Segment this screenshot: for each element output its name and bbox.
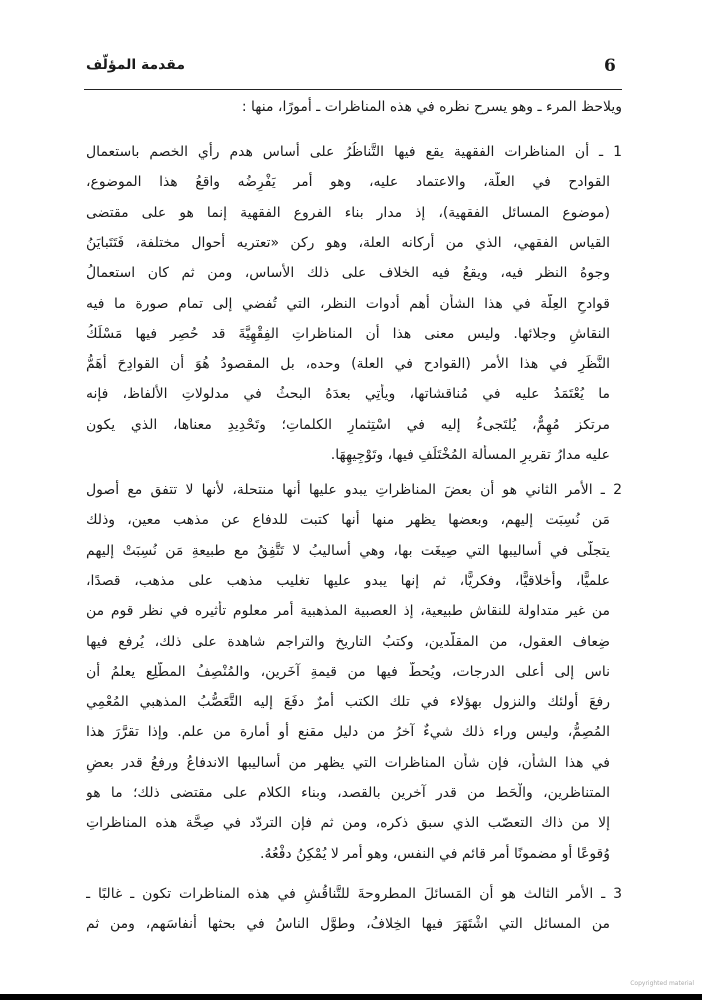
list-item-1-line: مرتكز مُهِمٌّ، يُلتَجىءُ إليه في اسْتِثمارِ الكلماتِ؛ وتَحْدِيدِ معناها، الذي يكون bbox=[86, 416, 610, 433]
list-item-2-line: وُقوعًا أو مضمونًا أمر قائم في النفس، وهو أمر لا يُمْكِنُ دفْعُهُ. bbox=[260, 845, 610, 862]
list-item-1-line: ما يُعْتَمَدُ عليه في مُناقشاتها، ويأتِي بعدَهُ البحثُ في مدلولاتِ الألفاظ، فإنه bbox=[86, 386, 610, 403]
list-item-2-line: يتجلّى في أساليبها التي صِيغَت بها، وهي أساليبُ لا تَتَّفِقُ مع طبيعةِ مَن نُسِبَتْ إليهم bbox=[86, 542, 610, 559]
list-item-1-line: وجوهُ النظر فيه، ويقعُ فيه الخلاف على ذلك الأساس، ومن ثم كان استعمالُ bbox=[86, 265, 610, 282]
list-item-2-line: من غير متداولة للنقاش طبيعية، إذ العصبية المذهبية أمر معلوم تأثيره في نظر قوم من bbox=[86, 603, 610, 620]
list-item-1-line: القياس الفقهي، الذي من أركانه العلة، وهو ركن «تعتريه أحوال مختلفة، فَتَتَبايَنُ bbox=[86, 234, 610, 251]
list-item-1-line: النقاشِ وجلائها. وليس معنى هذا أن المناظراتِ الفِقْهِيَّةَ قد حُصِر فيها مَسْلَكُ bbox=[86, 325, 610, 342]
list-item-2-line: علميًّا، وأخلاقيًّا، وفكريًّا، ثم إنها يبدو عليها تغليب مذهب على مذهب، قصدًا، bbox=[86, 572, 610, 589]
list-item-2-line: في هذا الشأن، فإن شأن المناظرات التي يظهر من أساليبها الاندفاعُ ورفعُ قدر بعضِ bbox=[86, 754, 610, 771]
list-item-3-first-line: 3 ـ الأمر الثالث هو أن المَسائلَ المطروحةَ للتَّناقُشِ في هذه المناظرات تكون ـ غالبًا ـ bbox=[86, 886, 622, 902]
list-item-2-line: المُصِمُّ، وليس وراء ذلك شيءٌ آخرُ من دليل مقنع أو أمارة من علم. وإذا تقرَّرَ هذا bbox=[86, 724, 610, 741]
list-item-2-line: ضِعاف العقول، من المقلّدين، وكتبُ التاريخ والتراجم شاهدة على ذلك، يُرفع فيها bbox=[86, 633, 610, 650]
bottom-border bbox=[0, 994, 702, 1000]
list-item-2-line: رفعَ أولئك والنزول بهؤلاء في تلك الكتب أمرٌ دفَعَ إليه التَّعَصُّبُ المذهبي المُعْمِي bbox=[86, 694, 610, 711]
list-item-2-first-line: 2 ـ الأمر الثاني هو أن بعضَ المناظراتِ يبدو عليها أنها منتحلة، لأنها لا تتفق مع أصول bbox=[86, 482, 622, 498]
page-number: 6 bbox=[604, 56, 616, 76]
list-item-3-line: من المسائل التي اشْتَهَرَ فيها الخِلافُ، وطوَّل الناسُ في بحثها أنفاسَهم، ومن ثم bbox=[86, 916, 610, 933]
intro-paragraph: ويلاحظ المرء ـ وهو يسرح نظره في هذه المناظرات ـ أمورًا، منها : bbox=[241, 99, 622, 115]
list-item-1-first-line: 1 ـ أن المناظرات الفقهية يقع فيها التَّناظُرُ على أساس هدم رأي الخصم باستعمال bbox=[86, 144, 622, 160]
list-item-2-line: المتناظرين، والْحَط من قدر آخرين بالقصد، وبناء الكلام على مقتضى ذلك؛ ما هو bbox=[86, 785, 610, 801]
copyright-watermark: Copyrighted material bbox=[630, 980, 694, 987]
list-item-2-line: إلا من ذاك التعصّب الذي سبق ذكره، ومن ثم فإن التردّد في صِحَّة هذه المناظراتِ bbox=[86, 815, 610, 832]
list-item-1-line: القوادح في العلّة، والاعتماد عليه، وهو أمر يَفْرِضُه واقعُ هذا الموضوع، bbox=[86, 174, 610, 191]
list-item-1-line: (موضوع المسائل الفقهية)، إذ مدار بناء الفروع الفقهية إنما هو على مقتضى bbox=[86, 204, 610, 221]
list-item-1-line: قوادحِ العِلَّة في هذا الشأن أهم أدوات النظر، التي تُفضي إلى تمام صورة ما فيه bbox=[86, 295, 610, 312]
list-item-2-line: مَن نُسِبَت إليهم، وبعضها يظهر منها أنها كتبت للدفاع عن مذهب معين، وذلك bbox=[86, 512, 610, 529]
list-item-1-line: عليه مدارُ تقريرِ المسألة المُخْتَلَفِ فيها، وتَوْجِيهِهَا. bbox=[330, 447, 610, 463]
list-item-2-line: ناس إلى أعلى الدرجات، ويُحطّ فيها من قيمةِ آخَرين، والمُنْصِفُ المطَّلِع يعلمُ أن bbox=[86, 663, 610, 680]
header-divider bbox=[84, 89, 622, 90]
list-item-1-line: النَّظَرِ في هذا الأمر (القوادح في العلة) وحده، بل المقصودُ هُوَ أن القوادِحَ أَهَمُّ bbox=[86, 356, 610, 373]
running-title: مقدمة المؤلّف bbox=[86, 57, 186, 73]
